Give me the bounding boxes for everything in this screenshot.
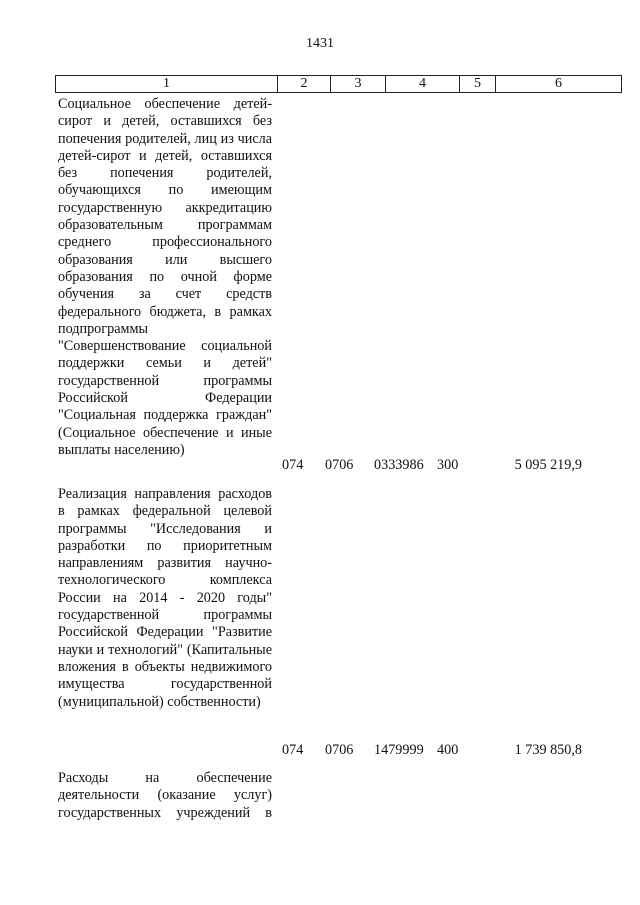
- row-ministry-code: 074: [282, 742, 304, 758]
- row-target-code: 0333986: [374, 457, 424, 473]
- row-description: Социальное обеспечение детей-сирот и детей, оставшихся без попечения родителей, лиц из числа детей-сирот и детей, оставшихся без попечения родителей, обучающихся по имеющим государственную аккредитацию образовательным программам среднего профессионального образования или высшего образования по очной форме обучения за счет средств федерального бюджета, в рамках подпрограммы "Совершенствование социальной поддержки семьи и детей" государственной программы Российской Федерации "Социальная поддержка граждан" (Социальное обеспечение и иные выплаты населению): [58, 96, 272, 458]
- row-ministry-code: 074: [282, 457, 304, 473]
- row-expense-type: 400: [437, 742, 459, 758]
- row-amount: 5 095 219,9: [514, 457, 582, 473]
- column-header-3: 3: [331, 76, 386, 92]
- table-row: [0, 770, 640, 830]
- row-section-code: 0706: [325, 742, 354, 758]
- table-row: [0, 96, 640, 476]
- row-amount: 1 739 850,8: [514, 742, 582, 758]
- table-row: [0, 486, 640, 766]
- row-description: Реализация направления расходов в рамках федеральной целевой программы "Исследования и разработки по приоритетным направлениям развития научно-технологического комплекса России на 2014 - 2020 годы" государственной программы Российской Федерации "Развитие науки и технологий" (Капитальные вложения в объекты недвижимого имущества государственной (муниципальной) собственности): [58, 486, 272, 710]
- row-target-code: 1479999: [374, 742, 424, 758]
- column-header-4: 4: [386, 76, 460, 92]
- table-header-row: [55, 75, 622, 93]
- column-header-2: 2: [278, 76, 331, 92]
- column-header-6: 6: [555, 76, 562, 91]
- row-expense-type: 300: [437, 457, 459, 473]
- row-description: Расходы на обеспечение деятельности (оказание услуг) государственных учреждений в: [58, 770, 272, 821]
- page-number: 1431: [306, 36, 334, 51]
- row-section-code: 0706: [325, 457, 354, 473]
- column-header-5: 5: [460, 76, 496, 92]
- column-header-1: 1: [56, 76, 278, 92]
